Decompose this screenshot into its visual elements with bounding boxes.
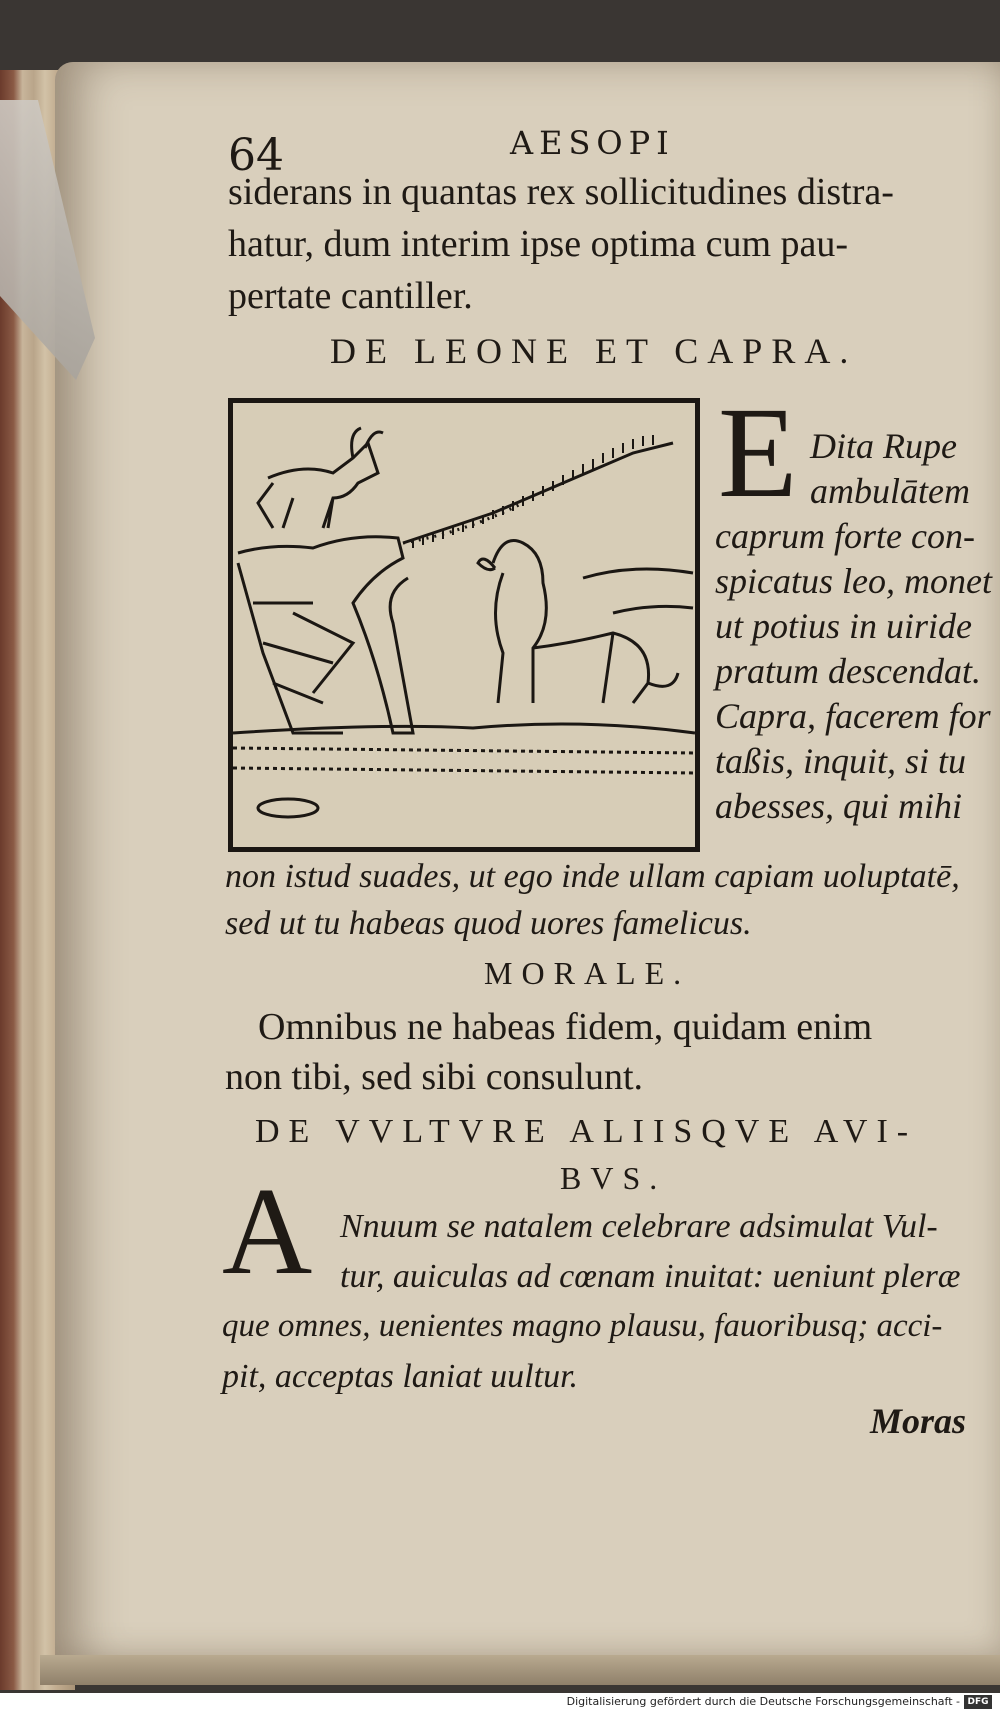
- text-line: Capra, facerem for: [715, 696, 991, 736]
- lion-goat-woodcut: [233, 403, 695, 847]
- text-line: Omnibus ne habeas fidem, quidam enim: [258, 1006, 873, 1048]
- text-line: caprum forte con-: [715, 516, 975, 556]
- dfg-logo: DFG: [964, 1695, 992, 1709]
- text-line: spicatus leo, monet: [715, 561, 992, 601]
- text-line: ut potius in uiride: [715, 606, 973, 646]
- woodcut-illustration: [228, 398, 700, 852]
- text-line: abesses, qui mihi: [715, 786, 962, 826]
- text-line: ambulātem: [810, 471, 970, 511]
- text-line: pratum descendat.: [715, 651, 981, 691]
- page-number: 64: [228, 130, 284, 181]
- text-line: Nnuum se natalem celebrare adsimulat Vul-: [340, 1208, 938, 1245]
- drop-cap: E: [718, 381, 798, 525]
- moral-heading: MORALE.: [484, 955, 691, 991]
- text-line: tur, auiculas ad cœnam inuitat: ueniunt pleræ: [340, 1258, 961, 1295]
- page-bottom-edge: [40, 1655, 1000, 1685]
- drop-cap: A: [222, 1163, 313, 1301]
- text-line: sed ut tu habeas quod uores famelicus.: [225, 905, 752, 942]
- running-title: AESOPI: [510, 124, 675, 162]
- text-line: non istud suades, ut ego inde ullam capiam uoluptatē,: [225, 858, 960, 895]
- text-line: siderans in quantas rex sollicitudines distra-: [228, 171, 894, 213]
- text-line: Dita Rupe: [810, 426, 957, 466]
- text-line: pit, acceptas laniat uultur.: [222, 1358, 579, 1395]
- fable-title-continued: BVS.: [560, 1160, 667, 1196]
- fable-title: DE VVLTVRE ALIISQVE AVI-: [255, 1113, 918, 1150]
- text-line: non tibi, sed sibi consulunt.: [225, 1056, 643, 1098]
- text-line: pertate cantiller.: [228, 275, 473, 317]
- text-line: taßis, inquit, si tu: [715, 741, 967, 781]
- footer-credit: Digitalisierung gefördert durch die Deutsche Forschungsgemeinschaft -: [566, 1695, 960, 1708]
- fable-title: DE LEONE ET CAPRA.: [330, 331, 858, 371]
- text-line: que omnes, uenientes magno plausu, fauoribusq; acci-: [222, 1308, 943, 1344]
- catchword: Moras: [870, 1401, 967, 1441]
- text-line: hatur, dum interim ipse optima cum pau-: [228, 223, 849, 265]
